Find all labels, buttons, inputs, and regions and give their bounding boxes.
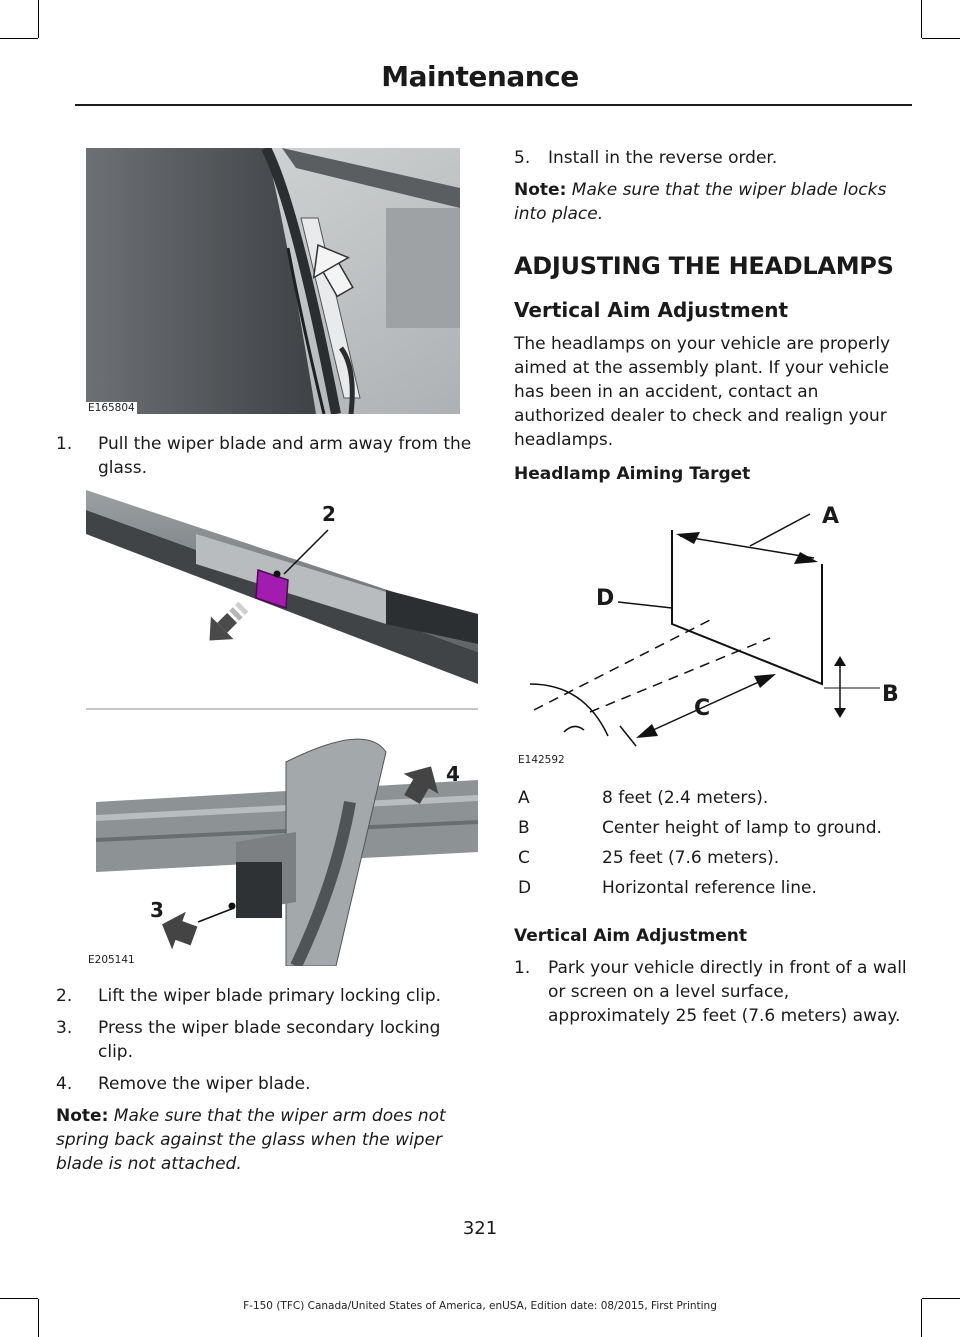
label-d: D xyxy=(596,586,615,611)
callout-4: 4 xyxy=(446,762,460,786)
step-number: 4. xyxy=(56,1074,73,1094)
crop-mark xyxy=(921,0,922,38)
step-number: 3. xyxy=(56,1018,73,1038)
list-item xyxy=(56,432,476,480)
legend-key: A xyxy=(518,788,530,808)
note-label: Note: xyxy=(56,1106,109,1126)
section-title: ADJUSTING THE HEADLAMPS xyxy=(514,252,894,280)
note-label: Note: xyxy=(514,180,567,200)
crop-mark xyxy=(922,38,960,39)
note xyxy=(56,1104,476,1176)
callout-2: 2 xyxy=(322,502,336,526)
legend-value: 25 feet (7.6 meters). xyxy=(602,848,780,868)
header-rule xyxy=(75,104,912,106)
secondary-clip-figure xyxy=(86,722,478,966)
note xyxy=(514,178,914,226)
legend-value: Center height of lamp to ground. xyxy=(602,818,882,838)
aiming-target-figure xyxy=(514,500,914,768)
label-b: B xyxy=(882,682,899,707)
note-text: Make sure that the wiper blade locks into place. xyxy=(514,180,887,224)
step-text: Remove the wiper blade. xyxy=(98,1074,311,1094)
figure-code: E205141 xyxy=(88,954,135,966)
vertical-aim-heading: Vertical Aim Adjustment xyxy=(514,926,747,946)
step-text: Pull the wiper blade and arm away from the glass. xyxy=(98,434,472,478)
label-a: A xyxy=(822,504,840,529)
legend-value: Horizontal reference line. xyxy=(602,878,817,898)
subsection-title: Vertical Aim Adjustment xyxy=(514,298,789,322)
target-heading: Headlamp Aiming Target xyxy=(514,464,751,484)
list-item xyxy=(56,1072,476,1096)
list-item xyxy=(514,146,914,170)
crop-mark xyxy=(38,0,39,38)
wiper-arm-illustration xyxy=(86,148,460,414)
list-item xyxy=(56,984,476,1008)
list-item xyxy=(56,1016,476,1064)
figure-code: E142592 xyxy=(518,754,565,766)
step-text: Park your vehicle directly in front of a wall or screen on a level surface, approximately 25 feet (7.6 meters) away. xyxy=(548,958,907,1026)
step-number: 2. xyxy=(56,986,73,1006)
primary-clip-illustration xyxy=(86,484,478,694)
figure-divider xyxy=(86,708,478,710)
list-item xyxy=(514,956,914,1028)
legend-key: B xyxy=(518,818,530,838)
legend-value: 8 feet (2.4 meters). xyxy=(602,788,769,808)
step-text: Press the wiper blade secondary locking clip. xyxy=(98,1018,441,1062)
figure-code: E165804 xyxy=(88,402,135,414)
wiper-arm-figure xyxy=(86,148,460,414)
crop-mark xyxy=(0,1298,38,1299)
secondary-clip-illustration xyxy=(86,722,478,966)
crop-mark xyxy=(922,1298,960,1299)
legend-key: D xyxy=(518,878,532,898)
step-number: 1. xyxy=(56,434,73,454)
step-text: Install in the reverse order. xyxy=(548,148,778,168)
intro-paragraph: The headlamps on your vehicle are properly aimed at the assembly plant. If your vehicle has been in an accident, contact an authorized dealer to check and realign your headlamps. xyxy=(514,334,891,450)
page-title: Maintenance xyxy=(381,60,579,93)
note-text: Make sure that the wiper arm does not spring back against the glass when the wiper blade is not attached. xyxy=(56,1106,446,1174)
page-number: 321 xyxy=(462,1218,498,1239)
primary-clip-figure xyxy=(86,484,478,694)
legend-key: C xyxy=(518,848,530,868)
crop-mark xyxy=(0,38,38,39)
label-c: C xyxy=(694,696,711,721)
callout-3: 3 xyxy=(150,898,164,922)
edition-footer: F-150 (TFC) Canada/United States of America, enUSA, Edition date: 08/2015, First Printing xyxy=(243,1300,717,1312)
step-number: 5. xyxy=(514,148,531,168)
step-text: Lift the wiper blade primary locking clip. xyxy=(98,986,442,1006)
aiming-target-diagram xyxy=(514,500,914,768)
step-number: 1. xyxy=(514,958,531,978)
